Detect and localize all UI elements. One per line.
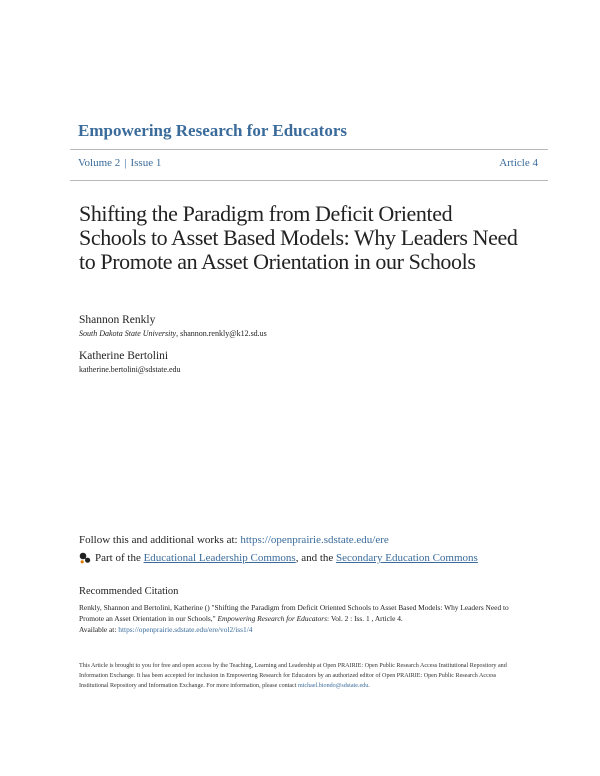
- author-block-1: [79, 314, 267, 338]
- separator: |: [124, 157, 127, 169]
- footer-text: This Article is brought to you for free and open access by the Teaching, Learning and Leadership at Open PRAIRIE: Open Public Research Access Institutional Repository and Information Exchange. It has been accepted for inclusion in Empowering Research for Educators by an authorized editor of Open PRAIRIE: Open Public Research Access Institutional Repository and Information Exchange. For more information, please contact: [79, 663, 507, 689]
- author-affiliation: [79, 329, 267, 338]
- volume-link[interactable]: Volume 2: [78, 157, 121, 169]
- citation-journal: Empowering Research for Educators: [217, 614, 328, 623]
- footer-end: .: [368, 683, 370, 689]
- citation-post: : Vol. 2 : Iss. 1 , Article 4.: [327, 614, 403, 623]
- author-email[interactable]: katherine.bertolini@sdstate.edu: [79, 365, 181, 374]
- divider-bottom: [70, 180, 548, 181]
- author-institution: South Dakota State University: [79, 329, 177, 338]
- follow-line: [79, 534, 389, 546]
- citation-pre: Renkly, Shannon and Bertolini, Katherine () "Shifting the Paradigm from Deficit Oriented Schools to Asset Based Models: Why Leaders Need to Promote an Asset Orientation in our Schools,": [79, 603, 509, 623]
- article-link[interactable]: Article 4: [499, 157, 538, 169]
- part-of-middle: , and the: [295, 552, 334, 564]
- follow-prefix: Follow this and additional works at:: [79, 534, 241, 546]
- issue-link[interactable]: Issue 1: [130, 157, 162, 169]
- recommended-citation-heading: Recommended Citation: [79, 586, 179, 597]
- contact-email-link[interactable]: michael.biondo@sdstate.edu: [297, 683, 369, 689]
- footer-notice: [79, 661, 524, 691]
- part-of-prefix: Part of the: [95, 552, 141, 564]
- author-name: Shannon Renkly: [79, 314, 156, 326]
- educational-leadership-link[interactable]: Educational Leadership Commons: [143, 552, 296, 564]
- network-commons-icon: [79, 552, 91, 564]
- part-of-line: [79, 552, 478, 564]
- available-prefix: Available at:: [79, 625, 119, 634]
- issue-row: [78, 157, 538, 169]
- repository-link[interactable]: https://openprairie.sdstate.edu/ere: [240, 534, 389, 546]
- citation-url-link[interactable]: https://openprairie.sdstate.edu/ere/vol2/iss1/4: [118, 625, 253, 634]
- journal-title[interactable]: Empowering Research for Educators: [78, 121, 347, 140]
- citation-text: [79, 602, 524, 635]
- author-email[interactable]: , shannon.renkly@k12.sd.us: [176, 329, 267, 338]
- divider-top: [70, 149, 548, 150]
- author-affiliation: [79, 365, 181, 374]
- author-block-2: [79, 350, 181, 374]
- paper-title: Shifting the Paradigm from Deficit Oriented Schools to Asset Based Models: Why Leaders Need to Promote an Asset Orientation in our Schools: [79, 201, 518, 274]
- secondary-education-link[interactable]: Secondary Education Commons: [336, 552, 478, 564]
- author-name: Katherine Bertolini: [79, 350, 169, 362]
